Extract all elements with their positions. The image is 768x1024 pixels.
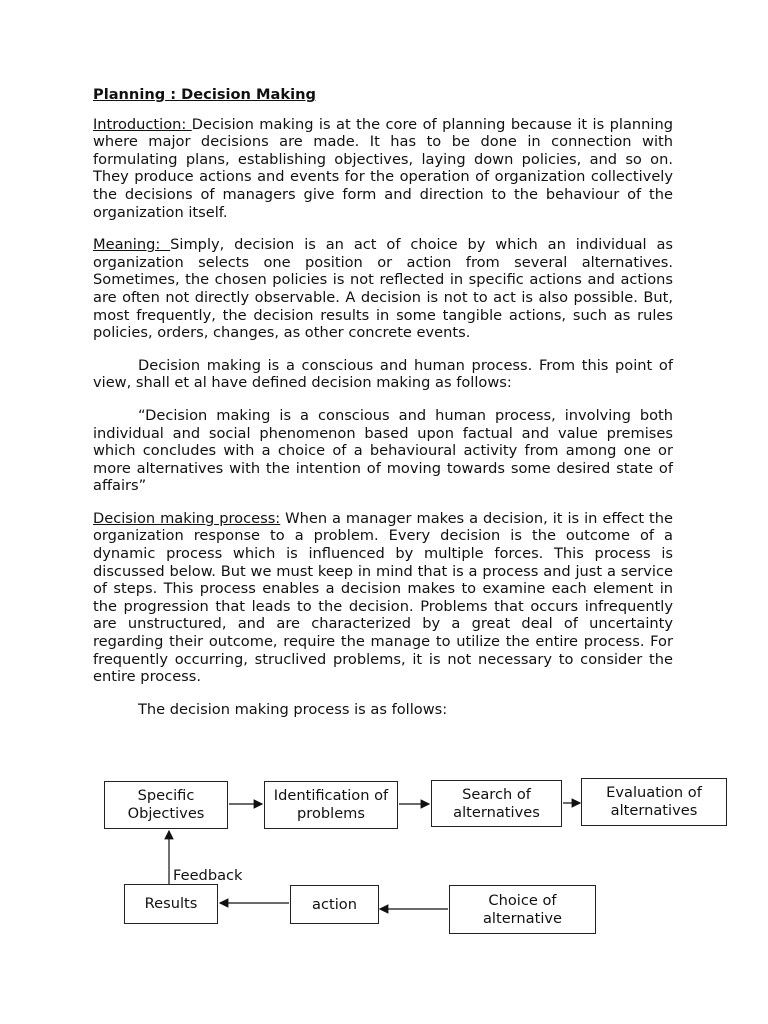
feedback-label: Feedback xyxy=(173,867,243,884)
intro-label: Introduction: xyxy=(93,115,192,133)
quote-paragraph: “Decision making is a conscious and human process, involving both individual and social phenomenon based upon factual and value premises which concludes with a choice of a behavioural activity from among one or more alternatives with the intention of moving towards some desired state of affairs” xyxy=(93,406,673,495)
intro-text: Decision making is at the core of planning because it is planning where major decisions are made. It has to be done in connection with formulating plans, establishing objectives, laying down policies, and so on. They produce actions and events for the operation of organization collectively the decisions of managers give form and direction to the behaviour of the organization itself. xyxy=(93,115,673,221)
box-evaluation-of-alternatives: Evaluation of alternatives xyxy=(581,778,727,826)
meaning-text: Simply, decision is an act of choice by which an individual as organization selects one position or action from several alternatives. Sometimes, the chosen policies is not reflected in specific actions and actions are often not directly observable. A decision is not to act is also possible. But, most frequently, the decision results in some tangible actions, such as rules policies, orders, changes, as other concrete events. xyxy=(93,236,673,342)
page-title: Planning : Decision Making xyxy=(93,86,316,103)
process-text: When a manager makes a decision, it is in effect the organization response to a problem. Every decision is the outcome of a dynamic process which is influenced by multiple forces. This process is discussed below. But we must keep in mind that is a process and just a service of steps. This process enables a decision makes to examine each element in the progression that leads to the decision. Problems that occurs infrequently are unstructured, and are characterized by a great deal of uncertainty regarding their outcome, require the manage to utilize the entire process. For frequently occurring, struclived problems, it is not necessary to consider the entire process. xyxy=(93,509,673,686)
meaning-label: Meaning: xyxy=(93,236,171,254)
conscious-paragraph: Decision making is a conscious and human process. From this point of view, shall et al have defined decision making as follows: xyxy=(93,356,673,392)
box-identification-of-problems: Identification of problems xyxy=(264,781,398,829)
box-search-of-alternatives: Search of alternatives xyxy=(431,780,562,827)
box-choice-of-alternative: Choice of alternative xyxy=(449,885,596,934)
process-label: Decision making process: xyxy=(93,509,281,527)
box-specific-objectives: Specific Objectives xyxy=(104,781,228,829)
box-results: Results xyxy=(124,884,218,924)
box-action: action xyxy=(290,885,379,924)
diagram-intro: The decision making process is as follows: xyxy=(138,700,448,718)
